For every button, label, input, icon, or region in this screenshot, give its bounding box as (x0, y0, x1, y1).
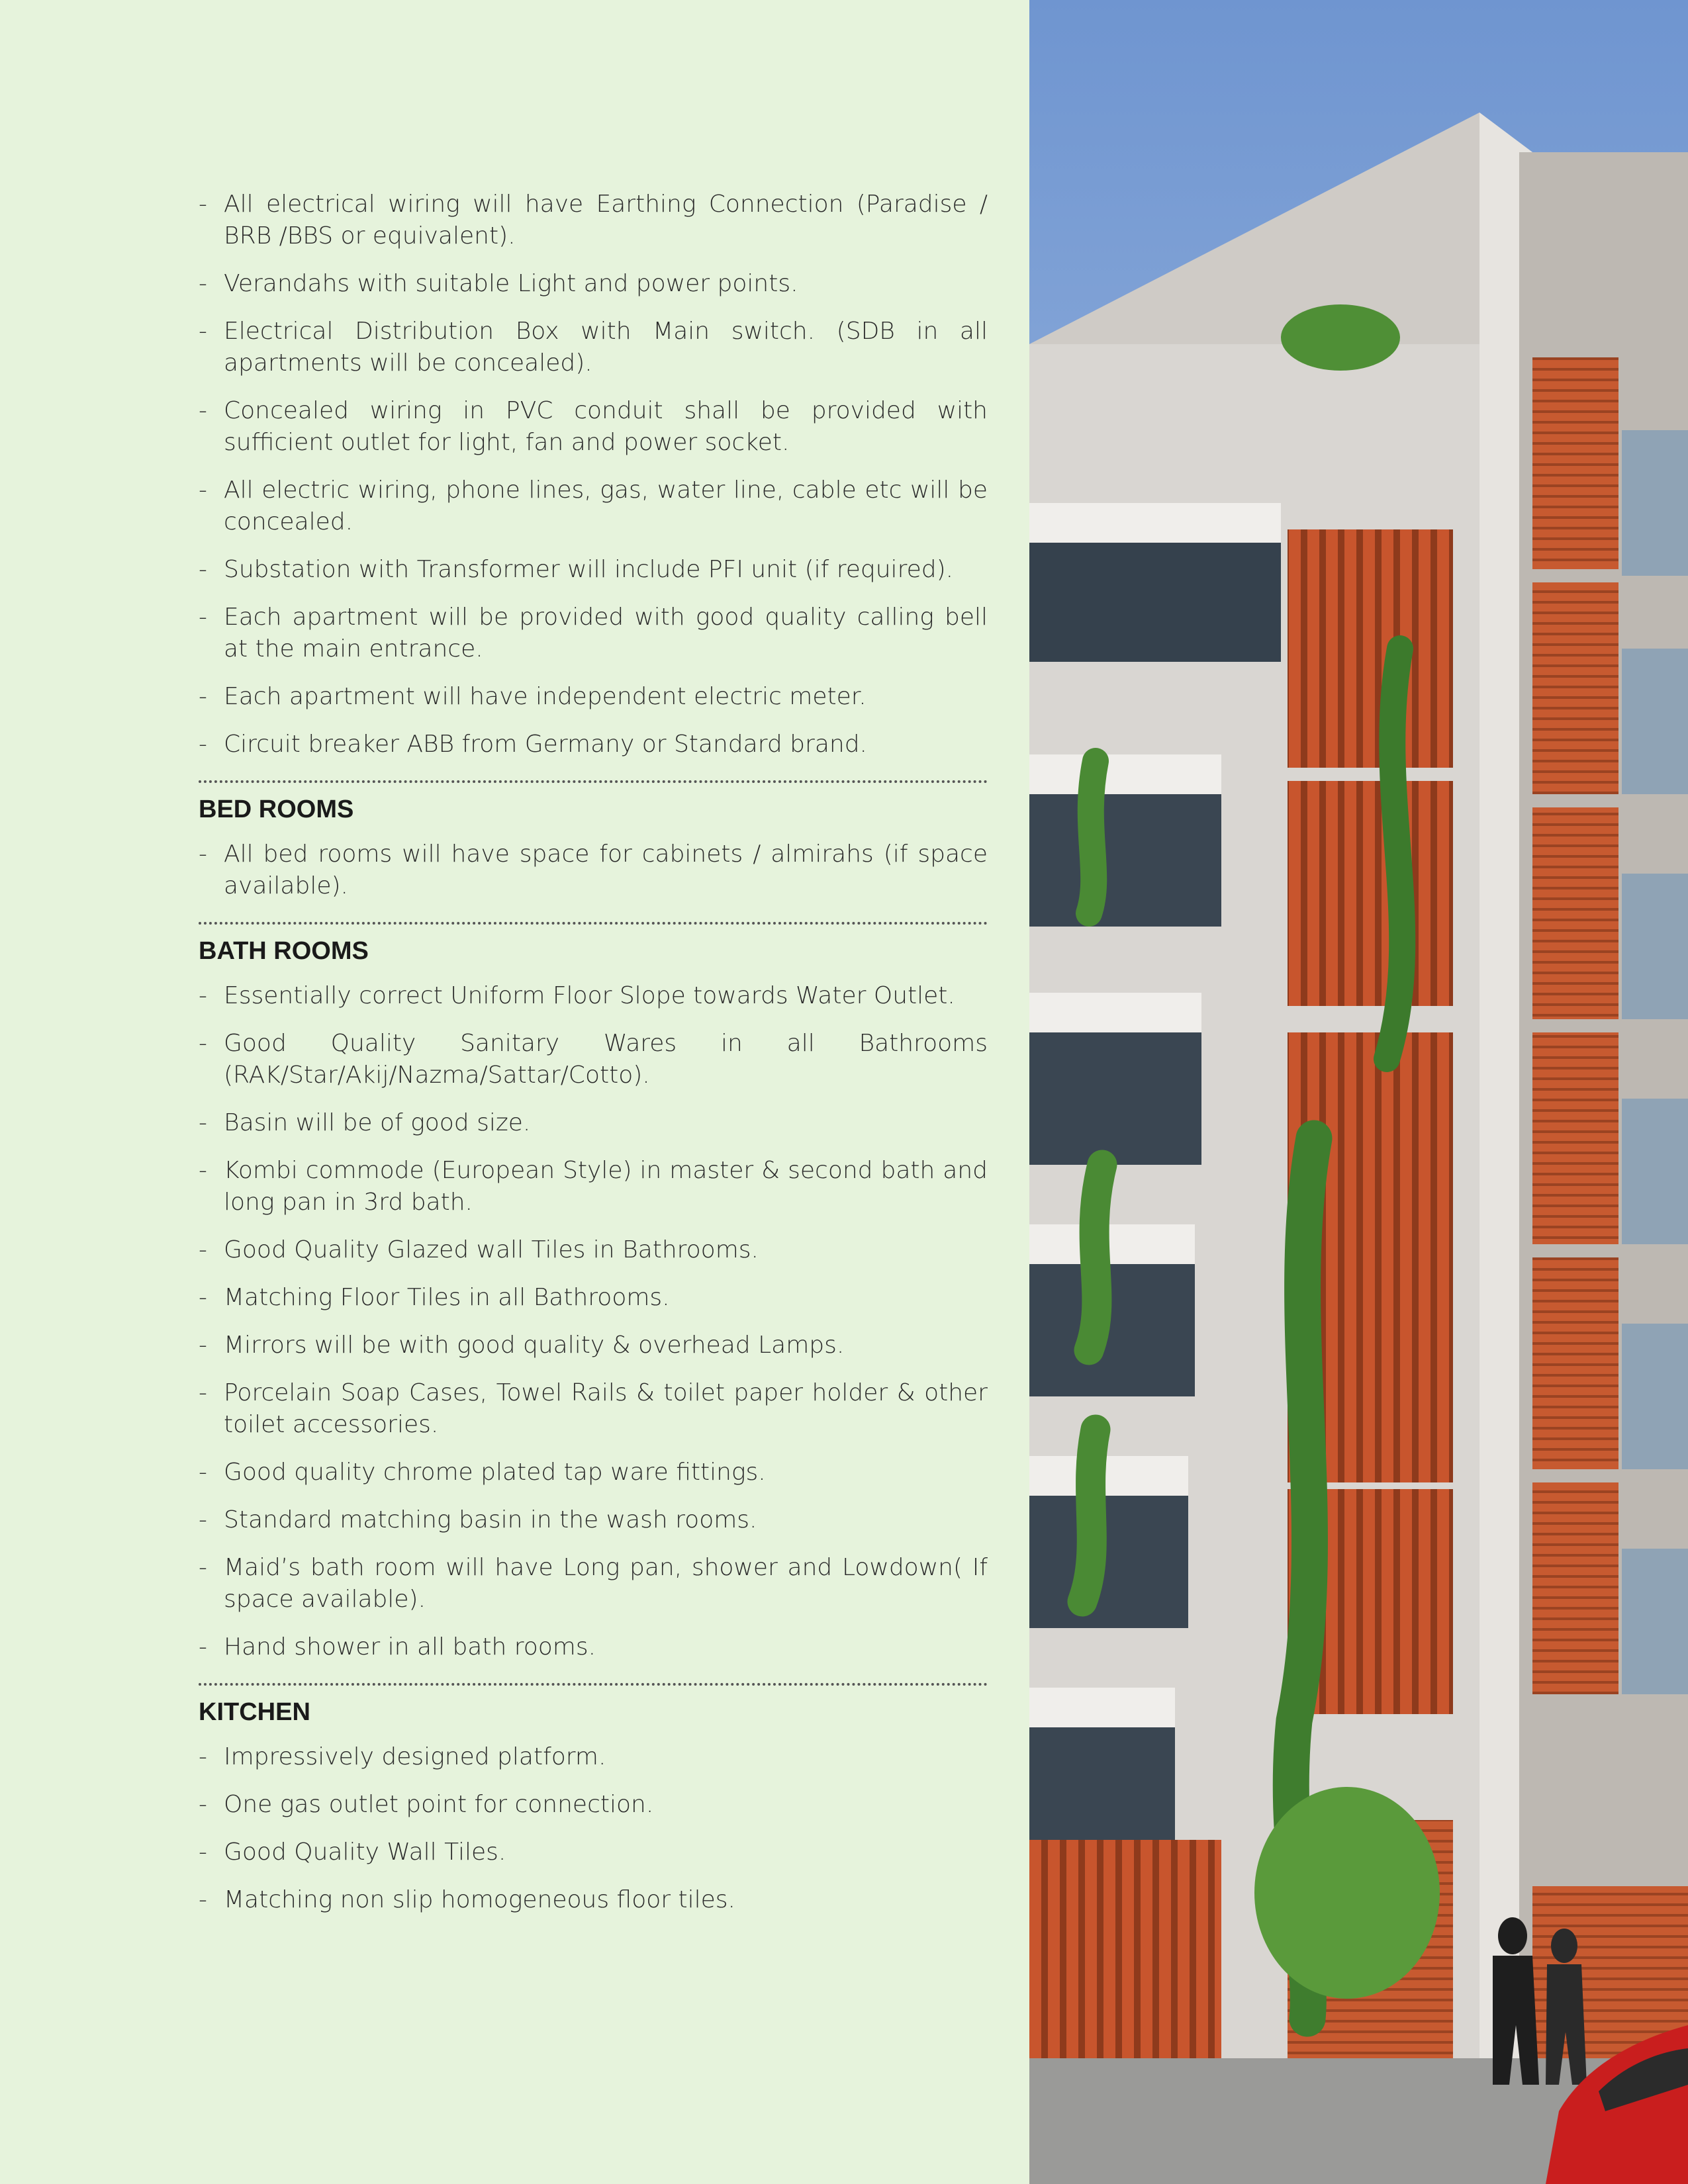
list-item: - Concealed wiring in PVC conduit shall be provided with sufficient outlet for light, fan and power socket. (199, 397, 988, 456)
facade-panel (1288, 781, 1453, 1006)
list-item: - Standard matching basin in the wash rooms. (199, 1506, 757, 1533)
vine (1387, 649, 1402, 1059)
list-item: - Maid’s bath room will have Long pan, shower and Lowdown( If space available). (199, 1554, 988, 1613)
list-item: - All electric wiring, phone lines, gas, water line, cable etc will be concealed. (199, 477, 988, 535)
section-title: KITCHEN (199, 1698, 310, 1726)
building-rendering-image (1029, 0, 1688, 2184)
list-item: - Good Quality Glazed wall Tiles in Bathrooms. (199, 1236, 759, 1263)
list-item: - Good quality chrome plated tap ware fittings. (199, 1459, 766, 1486)
list-item: - Hand shower in all bath rooms. (199, 1633, 596, 1661)
list-item: - Substation with Transformer will include PFI unit (if required). (199, 556, 954, 583)
list-item: - Kombi commode (European Style) in master & second bath and long pan in 3rd bath. (199, 1157, 988, 1216)
list-item: - Matching non slip homogeneous floor tiles. (199, 1886, 735, 1913)
list-item: - Essentially correct Uniform Floor Slope towards Water Outlet. (199, 982, 955, 1009)
electrical-list (199, 189, 988, 760)
bed-rooms-section (199, 780, 988, 902)
list-item: - Porcelain Soap Cases, Towel Rails & toilet paper holder & other toilet accessories. (199, 1379, 988, 1438)
bath-rooms-section (199, 922, 988, 1663)
section-title: BED ROOMS (199, 796, 354, 823)
section-title: BATH ROOMS (199, 937, 369, 965)
list-item: - Matching Floor Tiles in all Bathrooms. (199, 1284, 670, 1311)
list-item: - One gas outlet point for connection. (199, 1791, 654, 1818)
list-item: - Impressively designed platform. (199, 1743, 606, 1770)
list-item: - Each apartment will have independent electric meter. (199, 683, 867, 710)
list-item: - Verandahs with suitable Light and power points. (199, 270, 798, 297)
specifications-column (199, 189, 988, 1932)
list-item: - All electrical wiring will have Earthing Connection (Paradise / BRB /BBS or equivalent). (199, 191, 988, 250)
list-item: - All bed rooms will have space for cabinets / almirahs (if space available). (199, 841, 988, 899)
building-illustration (1029, 0, 1688, 2184)
list-item: - Each apartment will be provided with good quality calling bell at the main entrance. (199, 604, 988, 662)
list-item: - Electrical Distribution Box with Main switch. (SDB in all apartments will be concealed). (199, 318, 988, 377)
list-item: - Mirrors will be with good quality & overhead Lamps. (199, 1332, 845, 1359)
list-item: - Good Quality Sanitary Wares in all Bathrooms (RAK/Star/Akij/Nazma/Sattar/Cotto). (199, 1030, 988, 1089)
list-item: - Good Quality Wall Tiles. (199, 1839, 506, 1866)
list-item: - Circuit breaker ABB from Germany or Standard brand. (199, 731, 867, 758)
kitchen-section (199, 1683, 988, 1916)
list-item: - Basin will be of good size. (199, 1109, 531, 1136)
facade-panel (1288, 529, 1453, 768)
tree (1254, 1787, 1440, 1999)
